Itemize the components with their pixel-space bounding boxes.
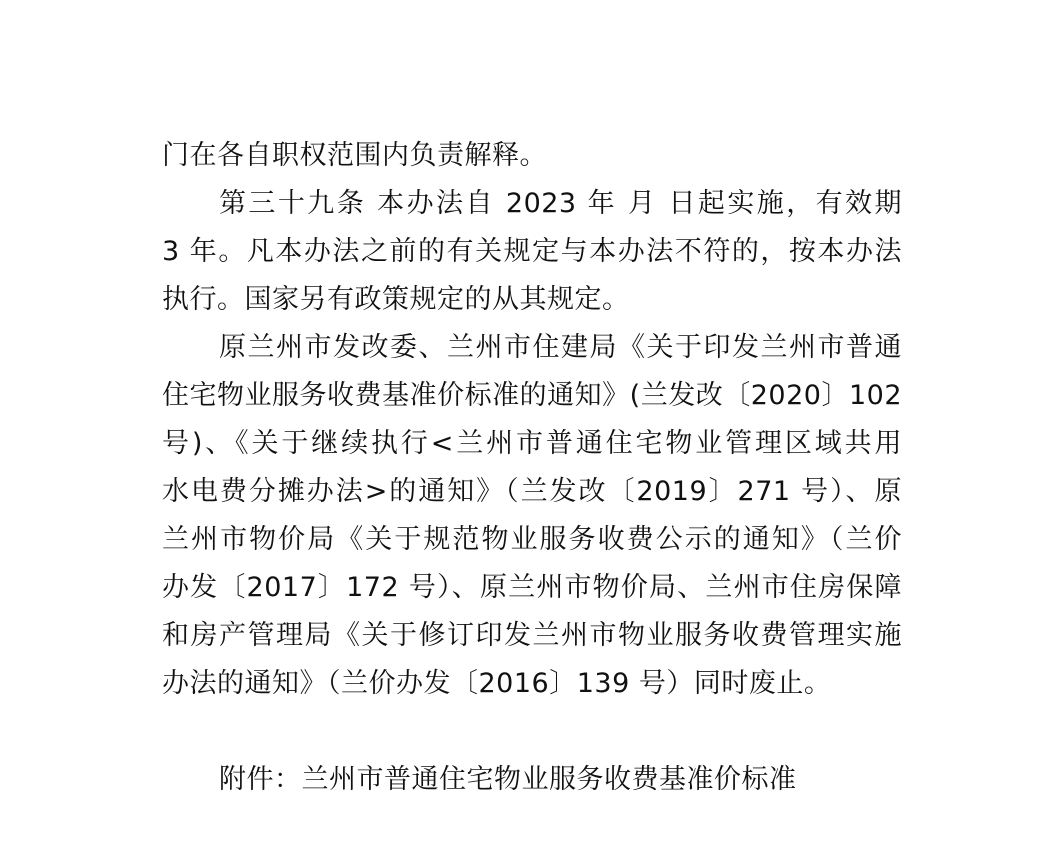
paragraph-line: 兰州市物价局《关于规范物业服务收费公示的通知》（兰价 [162, 524, 902, 555]
paragraph-line: 和房产管理局《关于修订印发兰州市物业服务收费管理实施 [162, 620, 902, 651]
paragraph-line: 门在各自职权范围内负责解释。 [162, 140, 547, 171]
paragraph-line: 号)、《关于继续执行<兰州市普通住宅物业管理区域共用 [162, 428, 902, 459]
paragraph-line: 住宅物业服务收费基准价标准的通知》(兰发改〔2020〕102 [162, 380, 902, 411]
paragraph-line: 水电费分摊办法>的通知》（兰发改〔2019〕271 号）、原 [162, 476, 902, 507]
repeal-paragraph-line: 原兰州市发改委、兰州市住建局《关于印发兰州市普通 [219, 332, 902, 363]
attachment-line: 附件：兰州市普通住宅物业服务收费基准价标准 [219, 764, 797, 795]
paragraph-line: 办法的通知》（兰价办发〔2016〕139 号）同时废止。 [162, 668, 832, 699]
paragraph-line: 执行。国家另有政策规定的从其规定。 [162, 284, 630, 315]
paragraph-line: 办发〔2017〕172 号）、原兰州市物价局、兰州市住房保障 [162, 572, 902, 603]
article-39-line: 第三十九条 本办法自 2023 年 月 日起实施，有效期 [219, 188, 902, 219]
paragraph-line: 3 年。凡本办法之前的有关规定与本办法不符的，按本办法 [162, 236, 902, 267]
